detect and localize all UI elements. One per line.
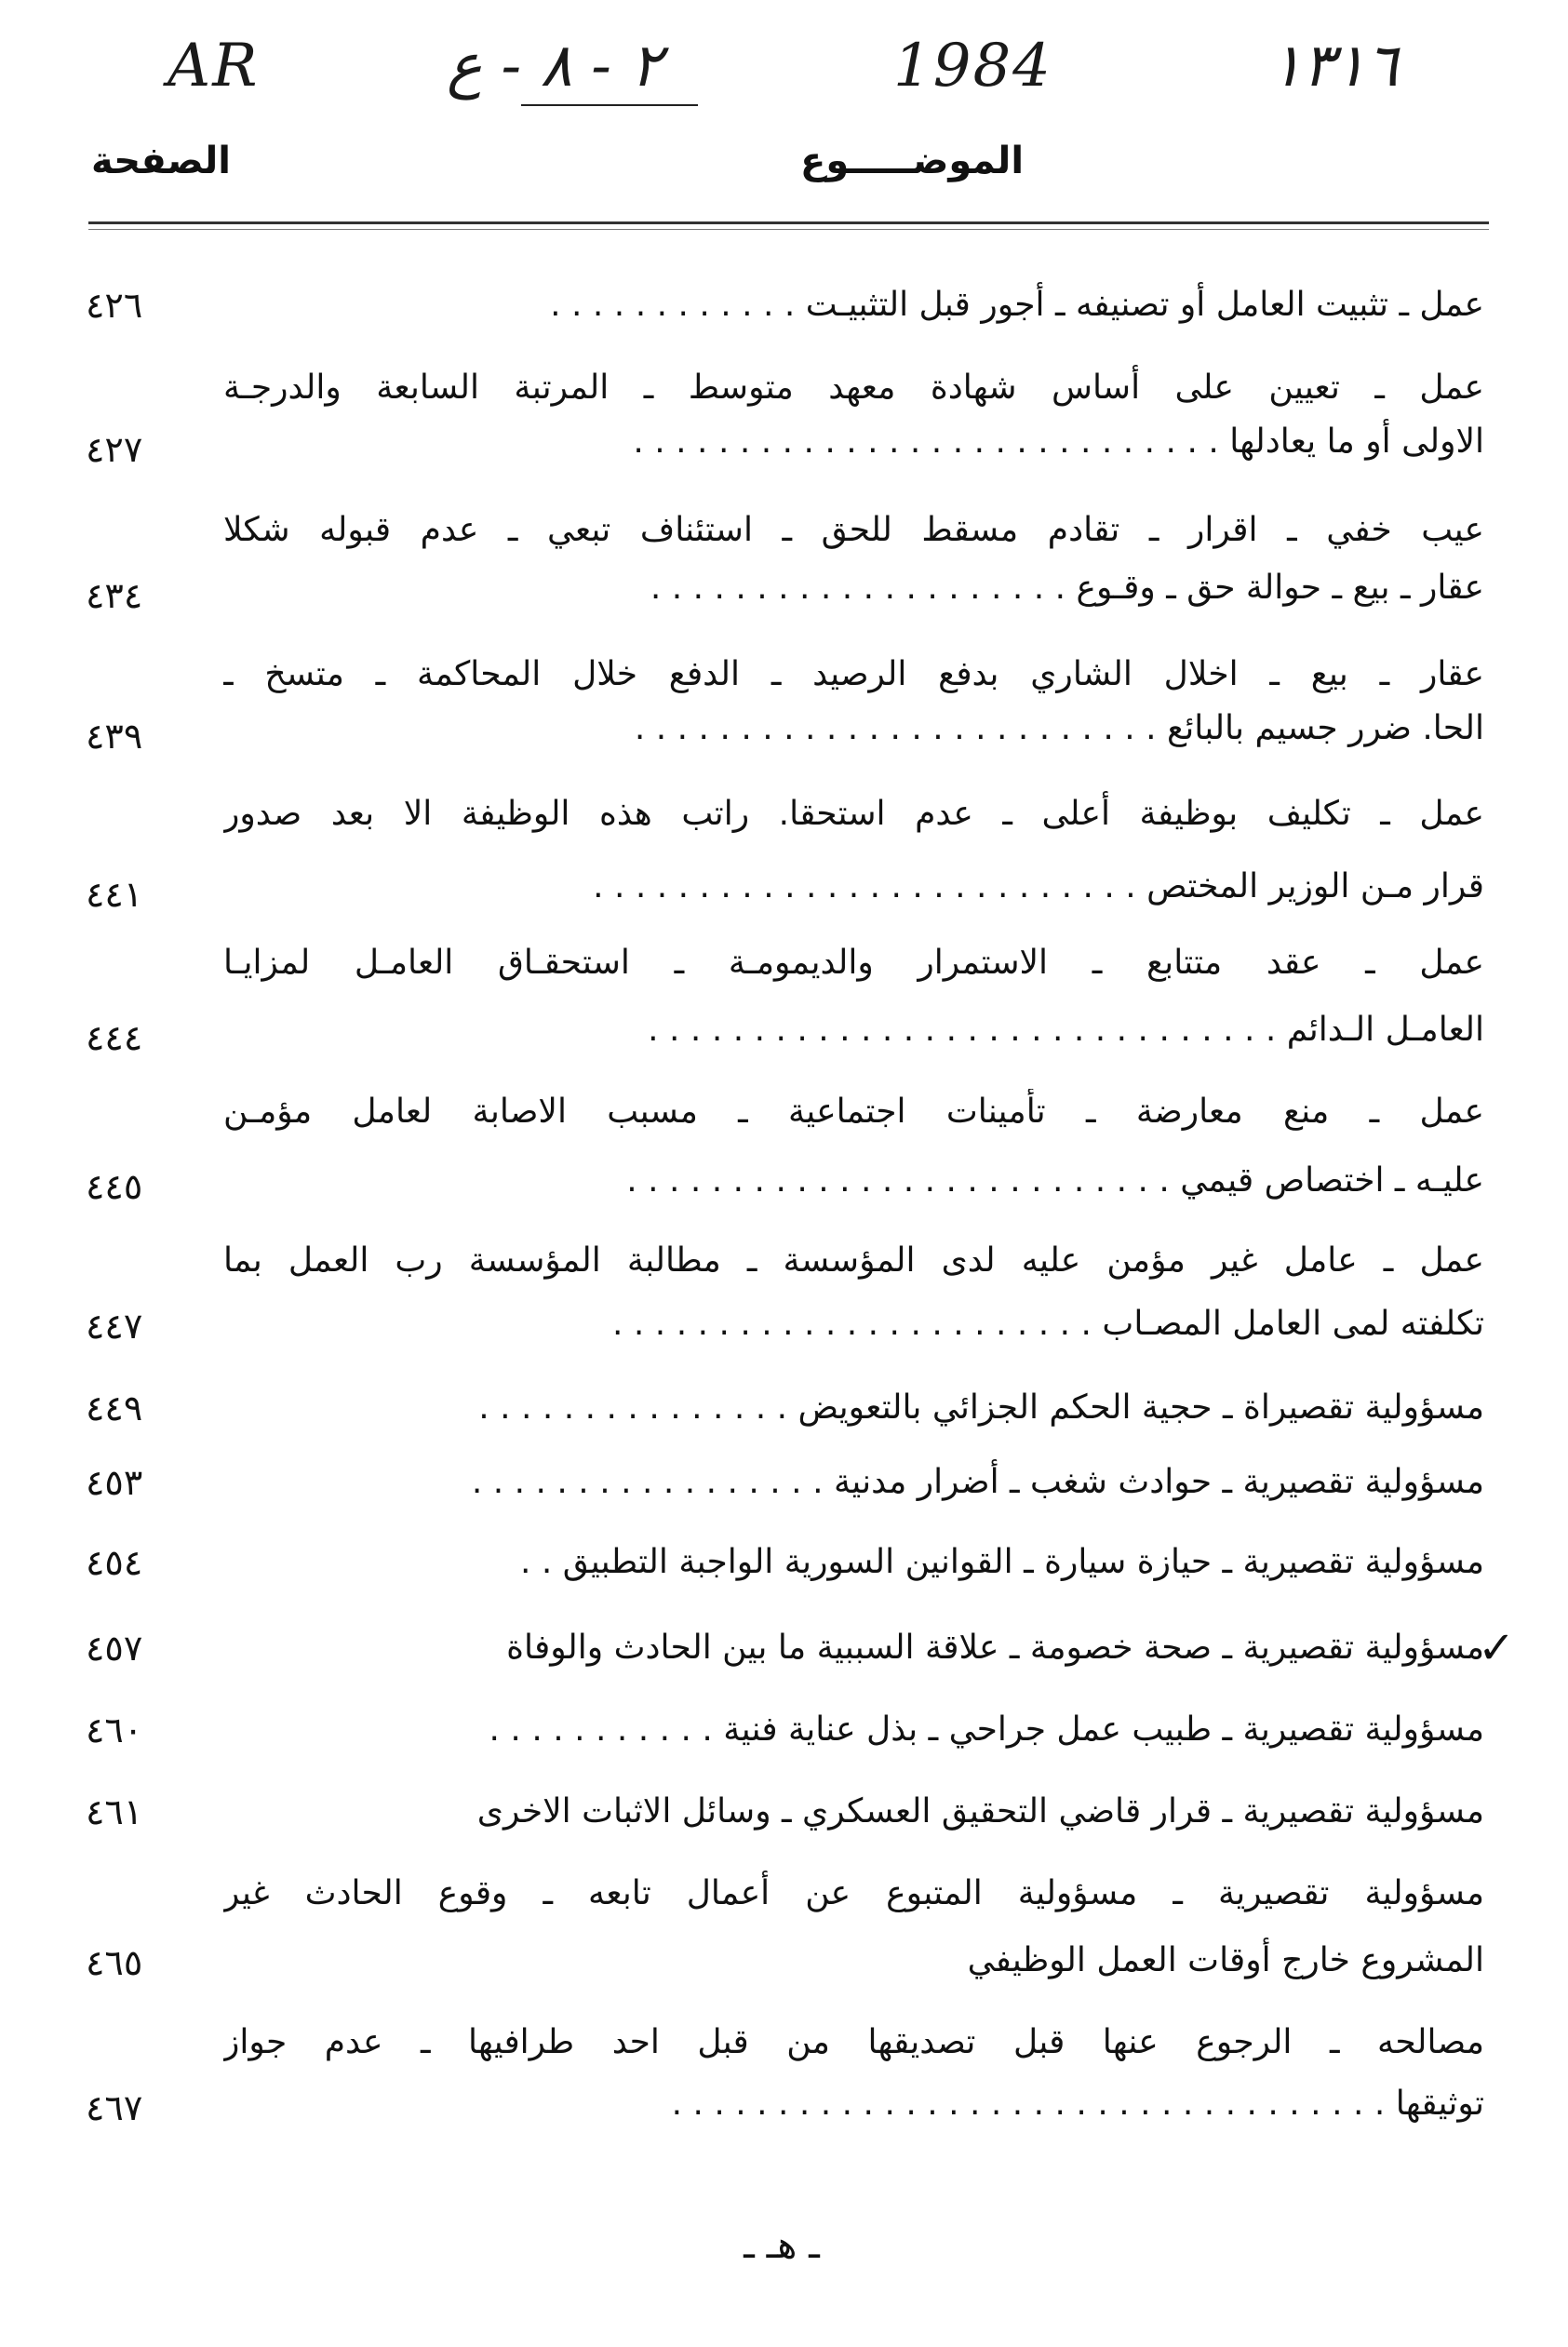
entry-page-number: ٤٤٧ <box>86 1306 143 1347</box>
entry-line: عيب خفي ـ اقرار ـ تقادم مسقط للحق ـ استئناف تبعي ـ عدم قبوله شكلا <box>223 511 1484 549</box>
entry-page-number: ٤٣٤ <box>86 575 143 616</box>
entry-line: مسؤولية تقصيراة ـ حجية الحكم الجزائي بالتعويض . . . . . . . . . . . . . . . <box>478 1388 1484 1427</box>
entry-line: مسؤولية تقصيرية ـ حيازة سيارة ـ القوانين السورية الواجبة التطبيق . . <box>519 1543 1484 1581</box>
header-subject-label: الموضـــــوع <box>800 140 1025 182</box>
handwritten-note-number: ١٣١٦ <box>1270 32 1399 101</box>
header-page-label: الصفحة <box>91 140 232 182</box>
entry-line: المشروع خارج أوقات العمل الوظيفي <box>967 1941 1484 1979</box>
header-rule-thin <box>88 229 1489 230</box>
entry-line: مسؤولية تقصيرية ـ طبيب عمل جراحي ـ بذل عناية فنية . . . . . . . . . . . <box>489 1710 1484 1749</box>
entry-line: عليـه ـ اختصاص قيمي . . . . . . . . . . . . . . . . . . . . . . . . . . <box>626 1161 1484 1200</box>
entry-line: الحا. ضرر جسيم بالبائع . . . . . . . . . . . . . . . . . . . . . . . . . <box>634 709 1484 747</box>
entry-page-number: ٤٤٥ <box>86 1166 143 1207</box>
entry-page-number: ٤٣٩ <box>86 716 143 757</box>
entry-line: مسؤولية تقصيرية ـ صحة خصومة ـ علاقة السببية ما بين الحادث والوفاة <box>506 1629 1484 1667</box>
entry-line: العامـل الـدائم . . . . . . . . . . . . . . . . . . . . . . . . . . . . . . <box>648 1011 1484 1049</box>
entry-line: مسؤولية تقصيرية ـ قرار قاضي التحقيق العسكري ـ وسائل الاثبات الاخرى <box>476 1792 1484 1831</box>
entry-line: مسؤولية تقصيرية ـ مسؤولية المتبوع عن أعمال تابعه ـ وقوع الحادث غير <box>223 1874 1484 1912</box>
entry-line: تكلفته لمى العامل المصـاب . . . . . . . . . . . . . . . . . . . . . . . <box>612 1305 1484 1343</box>
entry-page-number: ٤٥٧ <box>86 1628 143 1669</box>
entry-page-number: ٤٦٠ <box>86 1710 143 1750</box>
entry-line: عمل ـ عامل غير مؤمن عليه لدى المؤسسة ـ مطالبة المؤسسة رب العمل بما <box>223 1241 1484 1280</box>
entry-page-number: ٤٥٤ <box>86 1542 143 1583</box>
entry-line: توثيقها . . . . . . . . . . . . . . . . . . . . . . . . . . . . . . . . . . <box>671 2085 1484 2123</box>
handwritten-note-date: ٢ - ٨ - ع <box>447 32 663 101</box>
entry-line: عقار ـ بيع ـ اخلال الشاري بدفع الرصيد ـ الدفع خلال المحاكمة ـ متسخ ـ <box>223 655 1484 693</box>
entry-page-number: ٤٢٧ <box>86 429 143 470</box>
handwritten-underline <box>521 104 698 106</box>
entry-page-number: ٤٤٤ <box>86 1017 143 1058</box>
entry-line: عقار ـ بيع ـ حوالة حق ـ وقـوع . . . . . . . . . . . . . . . . . . . . <box>650 569 1484 607</box>
entry-page-number: ٤٤١ <box>86 874 143 915</box>
entry-page-number: ٤٦٥ <box>86 1942 143 1983</box>
entry-line: الاولى أو ما يعادلها . . . . . . . . . . . . . . . . . . . . . . . . . . . . <box>633 422 1484 461</box>
entry-line: عمل ـ عقد متتابع ـ الاستمرار والديمومـة ـ استحقـاق العامـل لمزايـا <box>223 944 1484 982</box>
entry-line: عمل ـ منع معارضة ـ تأمينات اجتماعية ـ مسبب الاصابة لعامل مؤمـن <box>223 1093 1484 1131</box>
entry-page-number: ٤٢٦ <box>86 285 143 326</box>
entry-page-number: ٤٦١ <box>86 1791 143 1832</box>
handwritten-check-mark: ✓ <box>1478 1622 1516 1674</box>
page-footer-letter: ـ هـ ـ <box>744 2224 820 2267</box>
entry-page-number: ٤٥٣ <box>86 1462 143 1503</box>
header-rule <box>88 221 1489 224</box>
handwritten-note-year: 1984 <box>893 32 1052 101</box>
entry-line: مسؤولية تقصيرية ـ حوادث شغب ـ أضرار مدنية . . . . . . . . . . . . . . . . . <box>471 1463 1484 1501</box>
entry-page-number: ٤٦٧ <box>86 2087 143 2128</box>
entry-line: مصالحه ـ الرجوع عنها قبل تصديقها من قبل احد طرافيها ـ عدم جواز <box>223 2023 1484 2061</box>
entry-line: عمل ـ تعيين على أساس شهادة معهد متوسط ـ المرتبة السابعة والدرجـة <box>223 369 1484 407</box>
entry-line: قرار مـن الوزير المختص . . . . . . . . . . . . . . . . . . . . . . . . . . <box>593 867 1484 905</box>
entry-line: عمل ـ تكليف بوظيفة أعلى ـ عدم استحقا. راتب هذه الوظيفة الا بعد صدور <box>223 795 1484 833</box>
handwritten-note-left: AR <box>168 32 260 101</box>
entry-line: عمل ـ تثبيت العامل أو تصنيفه ـ أجور قبل التثبيـت . . . . . . . . . . . . <box>550 286 1484 324</box>
entry-page-number: ٤٤٩ <box>86 1388 143 1428</box>
